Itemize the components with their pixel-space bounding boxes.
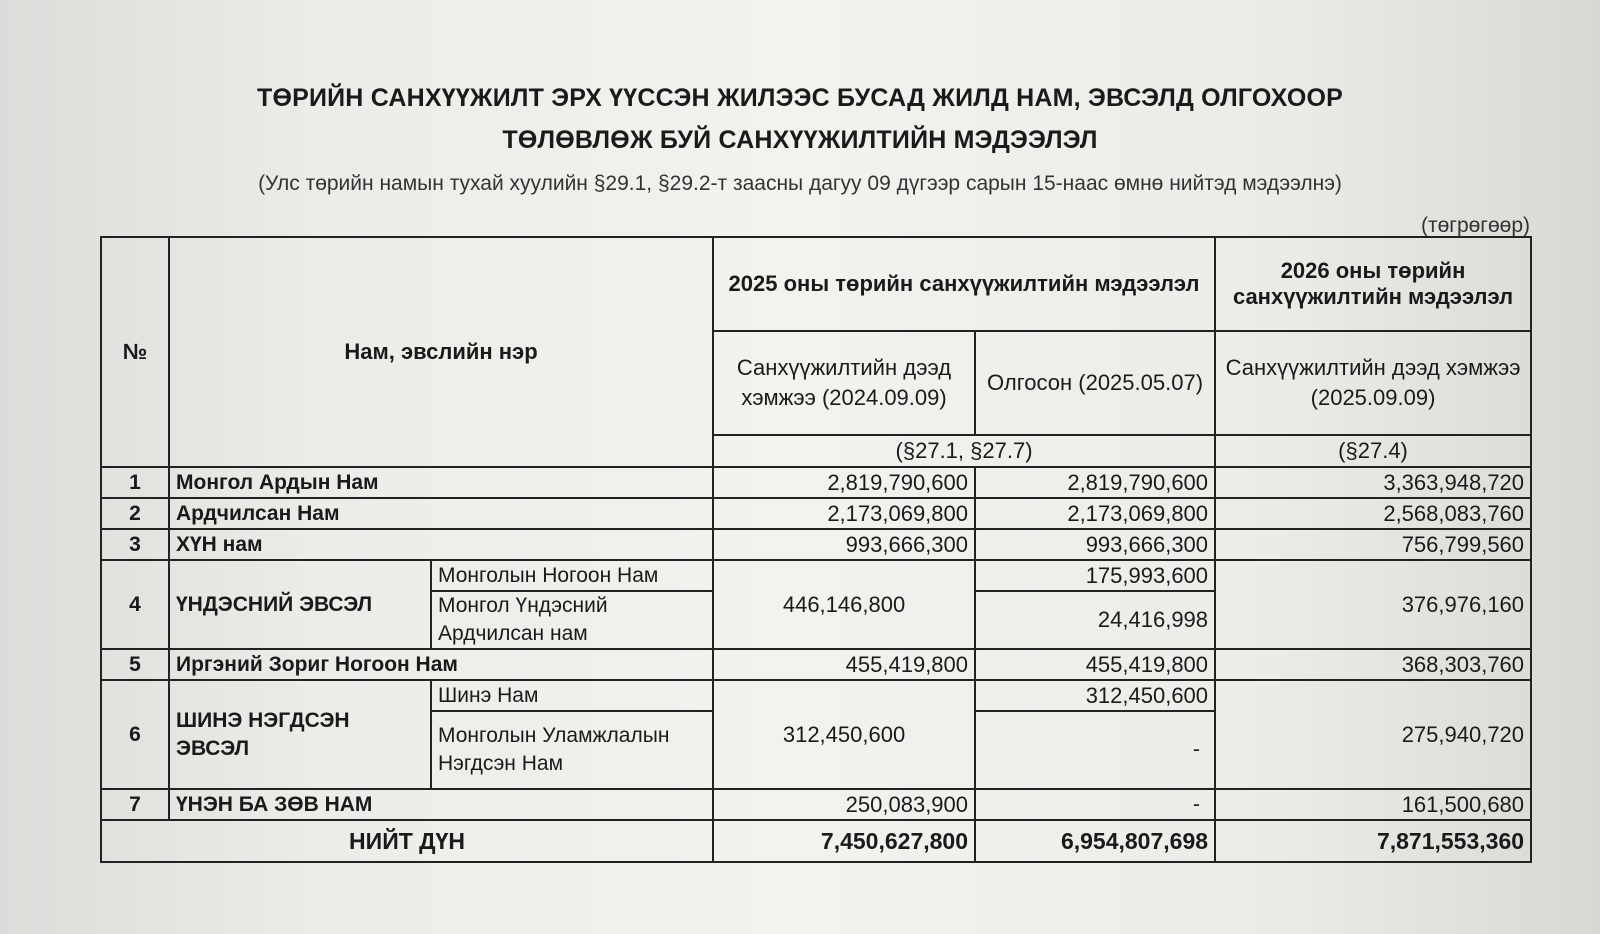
header-no: № [101, 237, 169, 467]
row-number: 7 [101, 789, 169, 820]
limit-2024-cell: 455,419,800 [713, 649, 975, 680]
total-limit-2024: 7,450,627,800 [713, 820, 975, 862]
limit-2025-cell: 3,363,948,720 [1215, 467, 1531, 498]
header-2025-group: 2025 оны төрийн санхүүжилтийн мэдээлэл [713, 237, 1215, 331]
header-ref-2025: (§27.1, §27.7) [713, 435, 1215, 467]
header-ref-2026: (§27.4) [1215, 435, 1531, 467]
unit-label: (төгрөгөөр) [1421, 214, 1530, 237]
table-row [101, 467, 1531, 498]
member-party-name: Монголын Ногоон Нам [431, 560, 713, 591]
limit-2024-cell: 250,083,900 [713, 789, 975, 820]
paid-cell: 2,173,069,800 [975, 498, 1215, 529]
subtitle: (Улс төрийн намын тухай хуулийн §29.1, §29.2-т заасны дагуу 09 дүгээр сарын 15-наас өмнө нийтэд мэдээлнэ) [258, 172, 1342, 195]
financing-table [100, 236, 1532, 863]
limit-2025-cell: 376,976,160 [1215, 560, 1531, 649]
coalition-name: ШИНЭ НЭГДСЭН ЭВСЭЛ [169, 680, 431, 789]
row-number: 6 [101, 680, 169, 789]
limit-2025-cell: 2,568,083,760 [1215, 498, 1531, 529]
limit-2024-cell: 446,146,800 [713, 560, 975, 649]
table-row [101, 789, 1531, 820]
party-name: ХҮН нам [169, 529, 713, 560]
header-paid-2025: Олгосон (2025.05.07) [975, 331, 1215, 435]
limit-2024-cell: 2,819,790,600 [713, 467, 975, 498]
table-row [101, 529, 1531, 560]
header-row-1 [101, 237, 1531, 331]
total-label: НИЙТ ДҮН [101, 820, 713, 862]
paid-cell: 175,993,600 [975, 560, 1215, 591]
row-number: 4 [101, 560, 169, 649]
party-name: Иргэний Зориг Ногоон Нам [169, 649, 713, 680]
table-row [101, 649, 1531, 680]
table-row [101, 560, 1531, 591]
member-party-name: Монголын Уламжлалын Нэгдсэн Нам [431, 711, 713, 789]
member-party-name: Шинэ Нам [431, 680, 713, 711]
row-number: 1 [101, 467, 169, 498]
party-name: Монгол Ардын Нам [169, 467, 713, 498]
total-limit-2025: 7,871,553,360 [1215, 820, 1531, 862]
limit-2025-cell: 161,500,680 [1215, 789, 1531, 820]
total-paid: 6,954,807,698 [975, 820, 1215, 862]
title-line-1: ТӨРИЙН САНХҮҮЖИЛТ ЭРХ ҮҮССЭН ЖИЛЭЭС БУСАД ЖИЛД НАМ, ЭВСЭЛД ОЛГОХООР [256, 84, 1344, 112]
table-row [101, 680, 1531, 711]
coalition-name: ҮНДЭСНИЙ ЭВСЭЛ [169, 560, 431, 649]
paid-cell: - [975, 789, 1215, 820]
limit-2024-cell: 2,173,069,800 [713, 498, 975, 529]
paid-cell: 24,416,998 [975, 591, 1215, 649]
paid-cell: 312,450,600 [975, 680, 1215, 711]
paid-cell: 993,666,300 [975, 529, 1215, 560]
party-name: ҮНЭН БА ЗӨВ НАМ [169, 789, 713, 820]
limit-2024-cell: 993,666,300 [713, 529, 975, 560]
paid-cell: 2,819,790,600 [975, 467, 1215, 498]
header-2026-group: 2026 оны төрийн санхүүжилтийн мэдээлэл [1215, 237, 1531, 331]
row-number: 5 [101, 649, 169, 680]
paid-cell: - [975, 711, 1215, 789]
member-party-name: Монгол Үндэсний Ардчилсан нам [431, 591, 713, 649]
title-line-2: ТӨЛӨВЛӨЖ БУЙ САНХҮҮЖИЛТИЙН МЭДЭЭЛЭЛ [502, 126, 1098, 154]
header-party-name: Нам, эвслийн нэр [169, 237, 713, 467]
limit-2025-cell: 756,799,560 [1215, 529, 1531, 560]
limit-2025-cell: 368,303,760 [1215, 649, 1531, 680]
row-number: 3 [101, 529, 169, 560]
row-number: 2 [101, 498, 169, 529]
total-row [101, 820, 1531, 862]
limit-2025-cell: 275,940,720 [1215, 680, 1531, 789]
paid-cell: 455,419,800 [975, 649, 1215, 680]
limit-2024-cell: 312,450,600 [713, 680, 975, 789]
header-limit-2024: Санхүүжилтийн дээд хэмжээ (2024.09.09) [713, 331, 975, 435]
table-row [101, 498, 1531, 529]
party-name: Ардчилсан Нам [169, 498, 713, 529]
header-limit-2025: Санхүүжилтийн дээд хэмжээ (2025.09.09) [1215, 331, 1531, 435]
